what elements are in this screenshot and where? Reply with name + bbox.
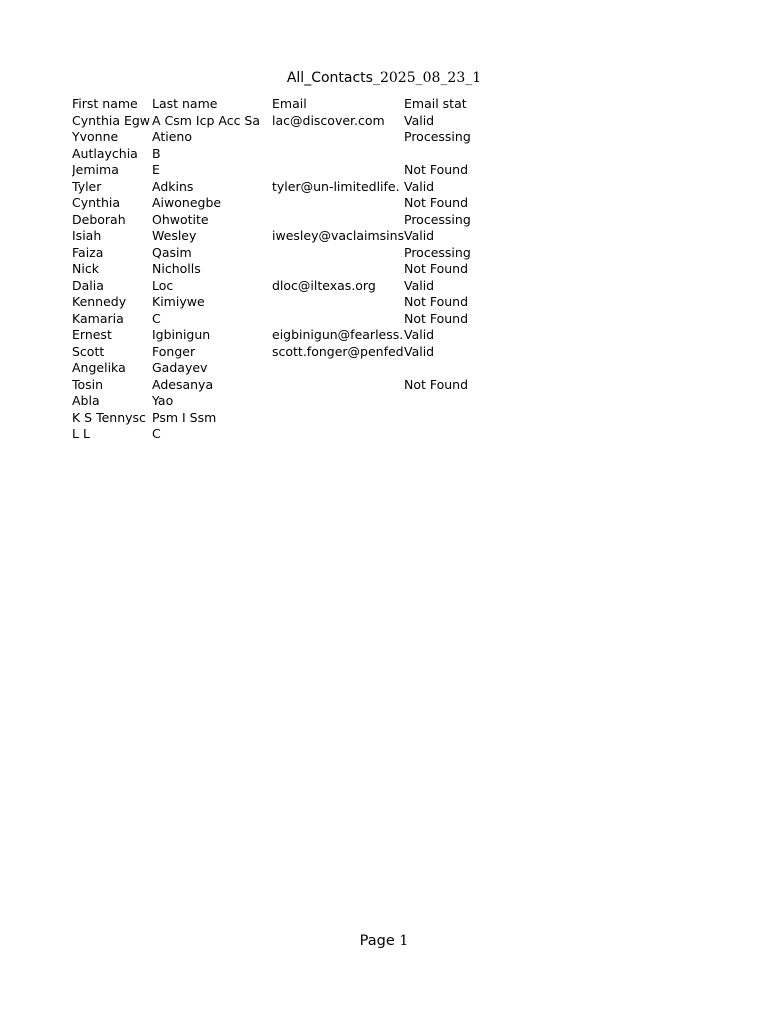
- cell-first-name: Isiah: [72, 228, 102, 243]
- cell-email-status: Not Found: [404, 310, 469, 326]
- cell-email: [272, 360, 404, 377]
- cell-last-name: Ohwotite: [152, 211, 209, 227]
- table-row: [72, 311, 482, 328]
- cell-email: [272, 410, 404, 427]
- table-row: [72, 113, 482, 130]
- cell-email: [272, 146, 404, 163]
- cell-last-name: Qasim: [152, 244, 192, 260]
- cell-email-status: Valid: [404, 277, 435, 293]
- table-row: [72, 377, 482, 394]
- cell-email: [272, 393, 404, 410]
- cell-first-name: Scott: [72, 343, 105, 359]
- cell-last-name: Loc: [152, 277, 174, 293]
- table-row: [72, 360, 482, 377]
- cell-last-name: Kimiywe: [152, 294, 205, 309]
- cell-first-name: Cynthia: [72, 195, 121, 210]
- cell-email: [272, 162, 404, 179]
- table-row: [72, 228, 482, 245]
- table-row: [72, 212, 482, 229]
- cell-email-status: Valid: [404, 343, 435, 359]
- cell-first-name: L L: [72, 426, 90, 441]
- header-email: Email: [272, 96, 307, 111]
- cell-email: [272, 377, 404, 394]
- cell-first-name: Autlaychia: [72, 145, 138, 161]
- header-first-name: First name: [72, 96, 138, 111]
- cell-first-name: Kennedy: [72, 294, 127, 309]
- cell-email-status: Valid: [404, 228, 435, 243]
- table-row: [72, 179, 482, 196]
- cell-email-status: [404, 393, 482, 410]
- table-row: [72, 393, 482, 410]
- cell-first-name: Cynthia Egw: [72, 112, 151, 128]
- table-row: [72, 261, 482, 278]
- cell-email-status: [404, 426, 482, 443]
- cell-last-name: B: [152, 145, 161, 161]
- contacts-table: [72, 96, 482, 443]
- cell-first-name: Angelika: [72, 360, 126, 375]
- cell-email-status: Not Found: [404, 195, 469, 210]
- cell-first-name: Dalia: [72, 277, 104, 293]
- page-footer: [0, 932, 768, 950]
- cell-last-name: Gadayev: [152, 360, 208, 375]
- cell-first-name: Ernest: [72, 327, 112, 342]
- cell-email: [272, 294, 404, 311]
- sheet-title-name: All_Contacts: [286, 70, 373, 86]
- cell-last-name: Yao: [152, 393, 174, 408]
- cell-last-name: C: [152, 310, 161, 326]
- cell-email-status: Processing: [404, 129, 471, 144]
- table-row: [72, 162, 482, 179]
- cell-email-status: Not Found: [404, 162, 469, 177]
- table-row: [72, 195, 482, 212]
- cell-email-status: Processing: [404, 211, 471, 227]
- cell-email-status: Processing: [404, 244, 471, 260]
- cell-first-name: Jemima: [72, 162, 119, 177]
- cell-email: dloc@iltexas.org: [272, 277, 376, 293]
- cell-first-name: Kamaria: [72, 310, 124, 326]
- sheet-title-stamp: _2025_08_23_1: [372, 70, 482, 86]
- cell-email-status: Not Found: [404, 294, 469, 309]
- cell-email-status: Valid: [404, 112, 435, 128]
- table-row: [72, 327, 482, 344]
- cell-last-name: Atieno: [152, 129, 192, 144]
- cell-last-name: Nicholls: [152, 261, 201, 276]
- cell-last-name: Psm I Ssm: [152, 409, 217, 425]
- cell-email: eigbinigun@fearless.: [272, 327, 404, 342]
- header-last-name: Last name: [152, 96, 218, 111]
- table-header-row: [72, 96, 482, 113]
- cell-email-status: Not Found: [404, 376, 469, 392]
- cell-email: [272, 426, 404, 443]
- table-row: [72, 426, 482, 443]
- cell-first-name: Deborah: [72, 211, 126, 227]
- page-number: 1: [399, 933, 409, 949]
- table-row: [72, 245, 482, 262]
- cell-email-status: Valid: [404, 178, 435, 194]
- cell-email-status: [404, 146, 482, 163]
- table-row: [72, 410, 482, 427]
- cell-email: [272, 212, 404, 229]
- cell-email: iwesley@vaclaimsins: [272, 228, 404, 243]
- cell-first-name: Abla: [72, 393, 100, 408]
- table-row: [72, 344, 482, 361]
- cell-first-name: Nick: [72, 261, 99, 276]
- table-row: [72, 129, 482, 146]
- sheet-title: [0, 69, 768, 87]
- cell-email: [272, 245, 404, 262]
- cell-first-name: Tyler: [72, 178, 102, 194]
- cell-email-status: Not Found: [404, 261, 469, 276]
- cell-last-name: Wesley: [152, 228, 197, 243]
- cell-email: [272, 311, 404, 328]
- cell-email: lac@discover.com: [272, 112, 385, 128]
- cell-first-name: Tosin: [72, 376, 104, 392]
- cell-last-name: Adkins: [152, 178, 194, 194]
- cell-last-name: Aiwonegbe: [152, 195, 222, 210]
- table-row: [72, 294, 482, 311]
- cell-email: scott.fonger@penfed: [272, 343, 404, 359]
- cell-email-status: [404, 360, 482, 377]
- cell-last-name: Igbinigun: [152, 327, 211, 342]
- cell-email: [272, 195, 404, 212]
- cell-first-name: Yvonne: [72, 129, 119, 144]
- cell-email: tyler@un-limitedlife.: [272, 178, 400, 194]
- cell-last-name: C: [152, 426, 161, 441]
- header-email-status: Email stat: [404, 96, 467, 111]
- cell-first-name: K S Tennysc: [72, 409, 146, 425]
- cell-email-status: [404, 410, 482, 427]
- cell-last-name: Fonger: [152, 343, 196, 359]
- cell-last-name: Adesanya: [152, 376, 214, 392]
- table-row: [72, 146, 482, 163]
- page-label: Page: [359, 933, 395, 949]
- cell-email: [272, 261, 404, 278]
- cell-email-status: Valid: [404, 327, 435, 342]
- cell-last-name: E: [152, 162, 160, 177]
- cell-last-name: A Csm Icp Acc Sa: [152, 112, 261, 128]
- cell-first-name: Faiza: [72, 244, 104, 260]
- table-row: [72, 278, 482, 295]
- cell-email: [272, 129, 404, 146]
